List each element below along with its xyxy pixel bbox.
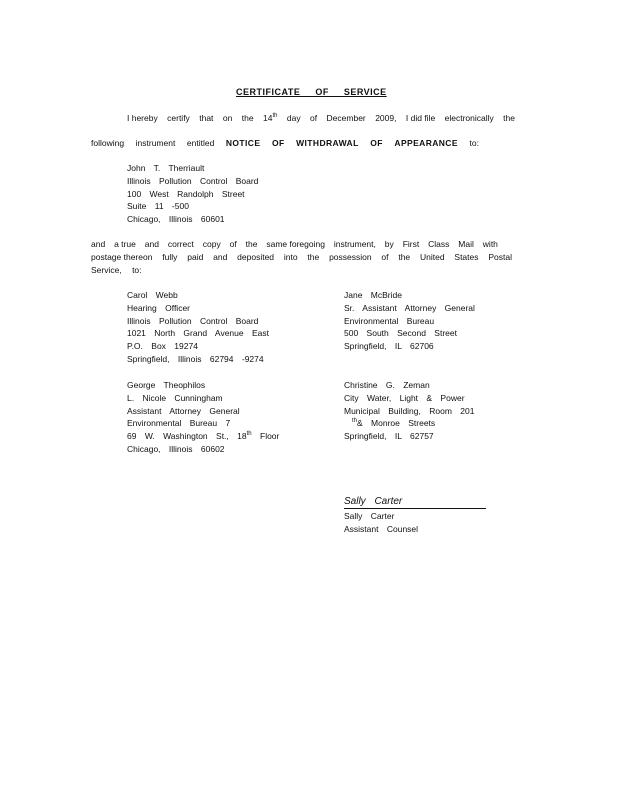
ordinal-suffix: th <box>272 113 278 120</box>
address-line: City Water, Light & Power <box>344 392 465 403</box>
certify-word: of <box>310 113 318 123</box>
postage-word: fully <box>162 252 178 262</box>
address-line: P.O. Box 19274 <box>127 341 198 352</box>
copy-word: the <box>245 239 258 249</box>
ordinal-suffix: th <box>352 418 358 425</box>
address-line: John T. Therriault <box>127 163 205 173</box>
instrument-line <box>91 138 479 148</box>
copy-word: instrument, <box>333 239 376 249</box>
certify-word: December <box>326 113 366 123</box>
copy-line <box>91 239 498 249</box>
address-line: Chicago, Illinois 60602 <box>127 443 225 454</box>
doc-title-of-2: OF <box>370 138 383 148</box>
signer-name: Sally Carter <box>344 511 395 521</box>
postage-word: States <box>454 252 479 262</box>
postage-word: Postal <box>488 252 512 262</box>
certify-word: I did file <box>405 113 436 123</box>
copy-word: and <box>144 239 159 249</box>
address-line <box>344 417 474 430</box>
doc-title-of-1: OF <box>271 138 285 148</box>
address-line: Environmental Bureau <box>344 315 435 326</box>
recipient-carol-webb <box>127 289 269 366</box>
doc-title-withdrawal: WITHDRAWAL <box>296 138 359 148</box>
copy-word: a true <box>114 239 136 249</box>
ordinal-suffix: th <box>246 431 252 438</box>
certify-line <box>127 113 515 123</box>
address-line: Hearing Officer <box>127 302 191 313</box>
recipient-george-theophilos <box>127 379 279 456</box>
postage-word: the <box>398 252 411 262</box>
service-to-line: Service, to: <box>91 265 142 275</box>
copy-word: by <box>384 239 394 249</box>
address-line: 500 South Second Street <box>344 328 457 339</box>
day-number: 14 <box>262 113 273 123</box>
address-line: Springfield, IL 62757 <box>344 431 434 442</box>
street-text: & Monroe Streets <box>357 418 436 429</box>
address-line: Chicago, Illinois 60601 <box>127 214 225 225</box>
copy-word: First <box>402 239 420 249</box>
certify-word: certify <box>167 113 190 123</box>
doc-title-notice: NOTICE <box>225 138 261 148</box>
address-line: Christine G. Zeman <box>344 380 430 390</box>
address-line: Sr. Assistant Attorney General <box>344 302 475 313</box>
postage-word: United <box>420 252 445 262</box>
address-line: Springfield, Illinois 62794 -9274 <box>127 353 264 364</box>
address-line: Suite 11 -500 <box>127 201 189 212</box>
certify-word <box>263 113 277 123</box>
address-line: Illinois Pollution Control Board <box>127 175 259 186</box>
signature-script: Sally Carter <box>344 496 486 509</box>
street-text: 69 W. Washington St., 18 <box>127 431 247 442</box>
postage-word: possession <box>329 252 372 262</box>
certify-word: 2009, <box>375 113 397 123</box>
recipient-christine-zeman <box>344 379 474 443</box>
certify-word: the <box>241 113 254 123</box>
address-line: Springfield, IL 62706 <box>344 341 434 352</box>
following-word: following <box>91 138 125 148</box>
to-word: to: <box>469 138 479 148</box>
copy-word: and <box>91 239 106 249</box>
recipient-primary <box>127 162 258 226</box>
certify-word: day <box>286 113 301 123</box>
postage-word: postage thereon <box>91 252 153 262</box>
address-line: Municipal Building, Room 201 <box>344 405 475 416</box>
postage-word: and <box>213 252 228 262</box>
copy-word: with <box>482 239 498 249</box>
certify-word: electronically <box>444 113 494 123</box>
copy-word: same foregoing <box>266 239 325 249</box>
address-line: Environmental Bureau 7 <box>127 418 231 429</box>
copy-word: Mail <box>458 239 474 249</box>
postage-word: paid <box>187 252 204 262</box>
entitled-word: entitled <box>186 138 215 148</box>
copy-word: copy <box>202 239 221 249</box>
postage-line <box>91 252 512 262</box>
signature-block <box>344 510 418 536</box>
address-line: L. Nicole Cunningham <box>127 392 223 403</box>
floor-word: Floor <box>260 431 280 442</box>
copy-word: Class <box>428 239 450 249</box>
certify-word: that <box>199 113 214 123</box>
certify-word: I hereby <box>127 113 158 123</box>
address-line: George Theophilos <box>127 380 206 390</box>
address-line <box>127 430 279 443</box>
certify-word: the <box>503 113 515 123</box>
address-line: Jane McBride <box>344 290 402 300</box>
copy-word: correct <box>167 239 194 249</box>
postage-word: of <box>381 252 389 262</box>
address-line: Assistant Attorney General <box>127 405 240 416</box>
certify-word: on <box>222 113 233 123</box>
postage-word: into <box>283 252 298 262</box>
doc-title-appearance: APPEARANCE <box>394 138 458 148</box>
address-line: 100 West Randolph Street <box>127 188 245 199</box>
address-line: Carol Webb <box>127 290 178 300</box>
page-title: CERTIFICATE OF SERVICE <box>236 87 387 97</box>
postage-word: deposited <box>237 252 275 262</box>
address-line: 1021 North Grand Avenue East <box>127 328 269 339</box>
recipient-jane-mcbride <box>344 289 475 353</box>
copy-word: of <box>229 239 237 249</box>
address-line: Illinois Pollution Control Board <box>127 315 259 326</box>
signer-role: Assistant Counsel <box>344 523 419 534</box>
postage-word: the <box>307 252 320 262</box>
instrument-word: instrument <box>135 138 176 148</box>
